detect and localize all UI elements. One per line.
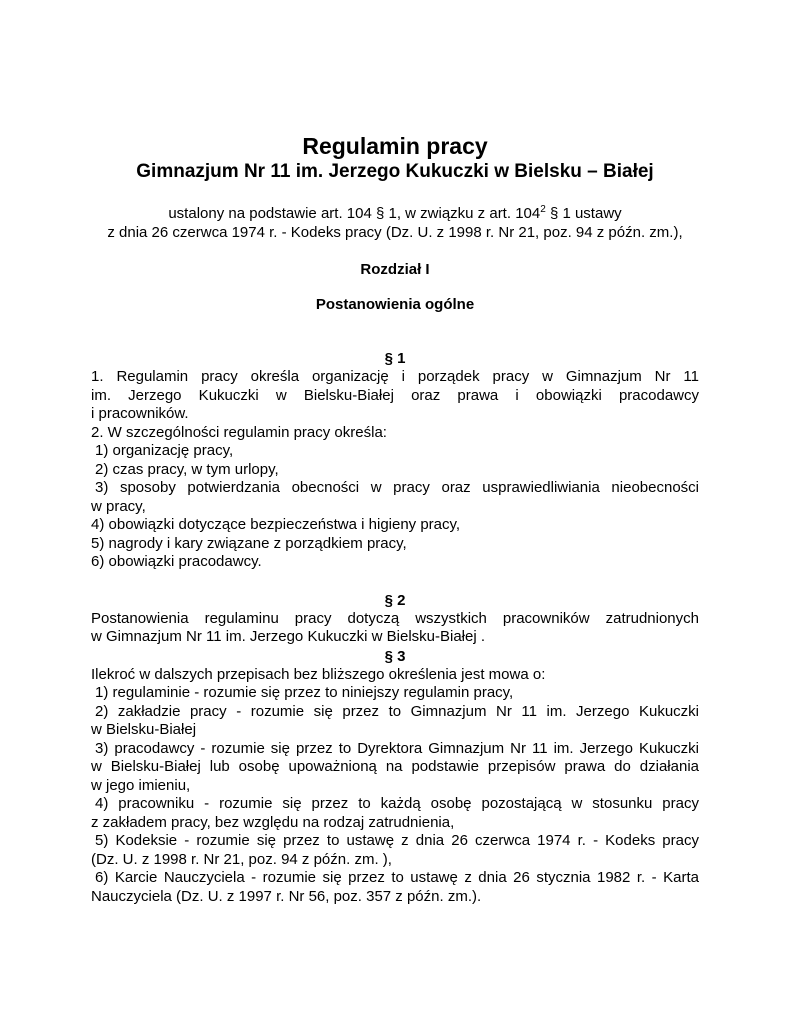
list-item: 5) Kodeksie - rozumie się przez to ustawę z dnia 26 czerwca 1974 r. - Kodeks pracy bbox=[95, 832, 699, 849]
list-item: 1) organizację pracy, bbox=[95, 442, 234, 459]
list-item: 4) obowiązki dotyczące bezpieczeństwa i higieny pracy, bbox=[91, 516, 461, 533]
chapter-label: Rozdział I bbox=[360, 261, 430, 278]
list-item: 2) czas pracy, w tym urlopy, bbox=[95, 460, 279, 478]
list-item: 4) pracowniku - rozumie się przez to każdą osobę pozostającą w stosunku pracy bbox=[95, 795, 699, 812]
document-title: Regulamin pracy bbox=[302, 133, 488, 159]
section-3-heading: § 3 bbox=[384, 647, 406, 665]
text-line: im. Jerzego Kukuczki w Bielsku-Białej oraz prawa i obowiązki pracodawcy bbox=[91, 386, 699, 404]
document-subtitle: Gimnazjum Nr 11 im. Jerzego Kukuczki w Bielsku – Białej bbox=[136, 161, 654, 182]
text-line: 1. Regulamin pracy określa organizację i porządek pracy w Gimnazjum Nr 11 bbox=[91, 368, 699, 385]
text-line: w jego imieniu, bbox=[91, 776, 191, 794]
list-item: 6) obowiązki pracodawcy. bbox=[91, 553, 262, 570]
section-1-heading: § 1 bbox=[384, 350, 406, 367]
list-item: 6) Karcie Nauczyciela - rozumie się przez to ustawę z dnia 26 stycznia 1982 r. - Karta bbox=[95, 869, 699, 886]
text-line: Nauczyciela (Dz. U. z 1997 r. Nr 56, poz. 357 z późn. zm.). bbox=[91, 887, 482, 905]
text-line: w Bielsku-Białej lub osobę upoważnioną na podstawie przepisów prawa do działania bbox=[91, 758, 699, 775]
section-2-heading: § 2 bbox=[384, 591, 406, 609]
text-line: z zakładem pracy, bez względu na rodzaj zatrudnienia, bbox=[91, 813, 455, 831]
section-1-body bbox=[91, 368, 699, 572]
text-line: w Gimnazjum Nr 11 im. Jerzego Kukuczki w Bielsku-Białej . bbox=[91, 628, 486, 645]
list-item: 3) sposoby potwierdzania obecności w pracy oraz usprawiedliwiania nieobecności bbox=[95, 479, 699, 496]
list-item: 2) zakładzie pracy - rozumie się przez to Gimnazjum Nr 11 im. Jerzego Kukuczki bbox=[95, 702, 699, 720]
text-line: Postanowienia regulaminu pracy dotyczą wszystkich pracowników zatrudnionych bbox=[91, 609, 699, 627]
text-line: i pracowników. bbox=[91, 405, 189, 422]
text-line: w pracy, bbox=[91, 497, 146, 515]
text-line: (Dz. U. z 1998 r. Nr 21, poz. 94 z późn. zm. ), bbox=[91, 850, 392, 868]
text-line: w Bielsku-Białej bbox=[91, 721, 197, 738]
legal-basis-line-2: z dnia 26 czerwca 1974 r. - Kodeks pracy (Dz. U. z 1998 r. Nr 21, poz. 94 z późn. zm.), bbox=[107, 224, 683, 241]
superscript: 2 bbox=[540, 204, 546, 215]
text-line: 2. W szczególności regulamin pracy określa: bbox=[91, 423, 387, 441]
section-2-body bbox=[91, 610, 699, 647]
text-line: Ilekroć w dalszych przepisach bez bliższego określenia jest mowa o: bbox=[91, 665, 546, 683]
section-3-body bbox=[91, 666, 699, 907]
list-item: 1) regulaminie - rozumie się przez to niniejszy regulamin pracy, bbox=[95, 684, 514, 701]
document-page bbox=[91, 132, 699, 906]
legal-basis bbox=[91, 204, 699, 242]
list-item: 5) nagrody i kary związane z porządkiem pracy, bbox=[91, 534, 407, 552]
chapter-title: Postanowienia ogólne bbox=[315, 296, 475, 313]
list-item: 3) pracodawcy - rozumie się przez to Dyrektora Gimnazjum Nr 11 im. Jerzego Kukuczki bbox=[95, 739, 699, 757]
legal-basis-line-1: ustalony na podstawie art. 104 § 1, w związku z art. $104^2$ § 1 ustawy bbox=[168, 204, 622, 222]
